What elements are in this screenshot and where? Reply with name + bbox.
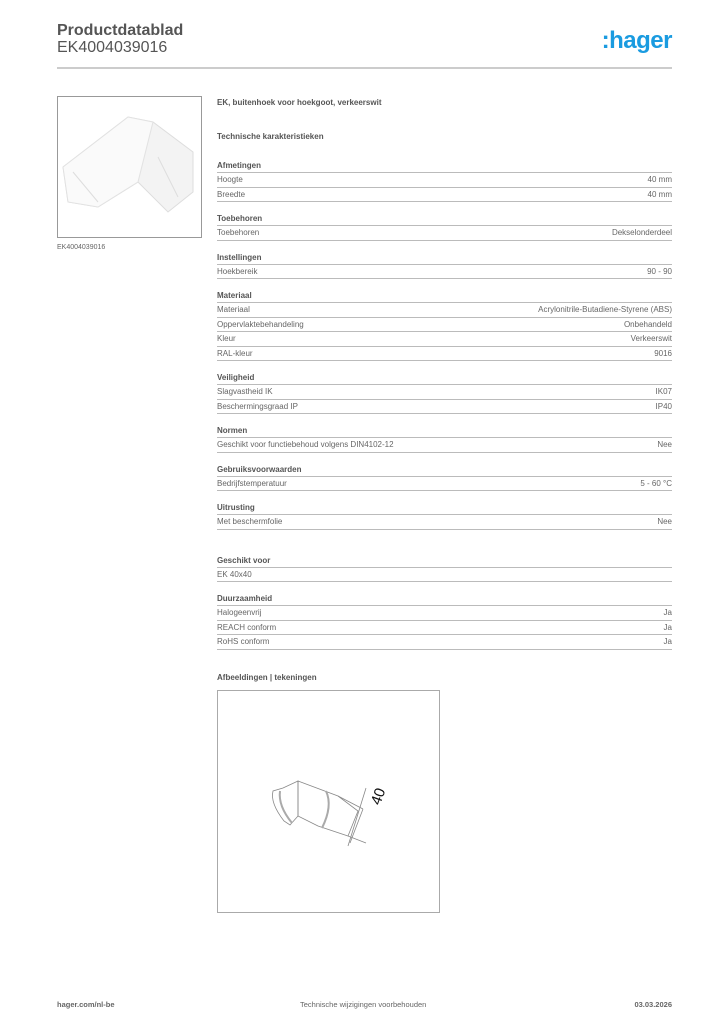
section-title: Toebehoren: [217, 213, 672, 226]
spec-value: Onbehandeld: [623, 319, 672, 329]
spec-row: [217, 477, 672, 492]
spec-row: [217, 385, 672, 400]
spec-label: RoHS conform: [217, 637, 270, 646]
spec-value: 90 - 90: [647, 266, 672, 276]
spec-row: [217, 606, 672, 621]
section-title: Normen: [217, 425, 672, 438]
spec-label: Kleur: [217, 334, 236, 343]
spec-label: Breedte: [217, 189, 246, 199]
technical-drawing: [217, 690, 440, 913]
spec-row: [217, 568, 672, 583]
footer-website[interactable]: hager.com/nl-be: [57, 1000, 115, 1009]
spec-value: 40 mm: [647, 189, 672, 199]
spec-section: [217, 213, 672, 241]
spec-label: Geschikt voor functiebehoud volgens DIN4102-12: [217, 440, 394, 449]
spec-row: [217, 515, 672, 530]
spec-label: Bedrijfstemperatuur: [217, 478, 287, 488]
footer-date: 03.03.2026: [634, 1000, 672, 1009]
spec-value: Nee: [657, 440, 672, 449]
spec-label: Met beschermfolie: [217, 517, 283, 526]
spec-content: [217, 98, 672, 682]
spec-value: Ja: [663, 608, 672, 617]
spec-section: [217, 160, 672, 202]
spec-value: Nee: [657, 517, 672, 526]
spec-label: Materiaal: [217, 305, 250, 314]
spec-row: [217, 332, 672, 347]
spec-section: [217, 290, 672, 361]
product-description: EK, buitenhoek voor hoekgoot, verkeerswit: [217, 98, 382, 107]
spec-row: [217, 318, 672, 333]
section-title: Uitrusting: [217, 502, 672, 515]
spec-label: Hoekbereik: [217, 266, 258, 276]
hager-logo: :hager: [601, 27, 672, 54]
spec-section: [217, 555, 672, 583]
product-photo: [57, 96, 202, 238]
spec-value: Ja: [663, 637, 672, 646]
spec-value: 40 mm: [647, 175, 672, 184]
spec-value: Ja: [663, 622, 672, 632]
section-title: Instellingen: [217, 252, 672, 265]
page-title: Productdatablad: [57, 22, 184, 39]
spec-row: [217, 226, 672, 241]
section-title: Veiligheid: [217, 372, 672, 385]
header-divider: [57, 67, 672, 69]
spec-row: [217, 188, 672, 203]
spec-row: [217, 400, 672, 415]
spec-label: Toebehoren: [217, 228, 260, 237]
spec-section: [217, 502, 672, 530]
spec-row: [217, 265, 672, 280]
spec-label: Hoogte: [217, 175, 243, 184]
spec-value: IK07: [655, 387, 672, 396]
spec-label: Oppervlaktebehandeling: [217, 319, 304, 329]
spec-label: RAL-kleur: [217, 348, 253, 358]
spec-section: [217, 425, 672, 453]
spec-value: Dekselonderdeel: [611, 228, 672, 237]
spec-label: EK 40x40: [217, 569, 252, 579]
spec-row: [217, 347, 672, 362]
footer-disclaimer: Technische wijzigingen voorbehouden: [300, 1000, 427, 1009]
spec-row: [217, 438, 672, 453]
spec-value: Acrylonitrile-Butadiene-Styrene (ABS): [538, 305, 672, 314]
dimension-label: 40: [367, 785, 390, 808]
section-title: Geschikt voor: [217, 555, 672, 568]
spec-label: REACH conform: [217, 622, 277, 632]
spec-section: [217, 372, 672, 414]
spec-row: [217, 303, 672, 318]
spec-section: [217, 593, 672, 650]
spec-section: [217, 464, 672, 492]
tech-heading: Technische karakteristieken: [217, 132, 324, 141]
photo-caption: EK4004039016: [57, 244, 106, 251]
section-title: Materiaal: [217, 290, 672, 303]
product-code: EK4004039016: [57, 39, 168, 56]
spec-label: Beschermingsgraad IP: [217, 401, 298, 411]
spec-row: [217, 635, 672, 650]
spec-label: Halogeenvrij: [217, 608, 262, 617]
spec-value: 9016: [654, 348, 672, 358]
section-title: Afmetingen: [217, 160, 672, 173]
section-title: Duurzaamheid: [217, 593, 672, 606]
spec-section: [217, 252, 672, 280]
spec-value: 5 - 60 °C: [640, 478, 672, 488]
spec-value: IP40: [655, 401, 672, 411]
spec-label: Slagvastheid IK: [217, 387, 273, 396]
spec-row: [217, 621, 672, 636]
images-heading: Afbeeldingen | tekeningen: [217, 672, 317, 682]
section-title: Gebruiksvoorwaarden: [217, 464, 672, 477]
spec-row: [217, 173, 672, 188]
spec-value: Verkeerswit: [630, 334, 672, 343]
